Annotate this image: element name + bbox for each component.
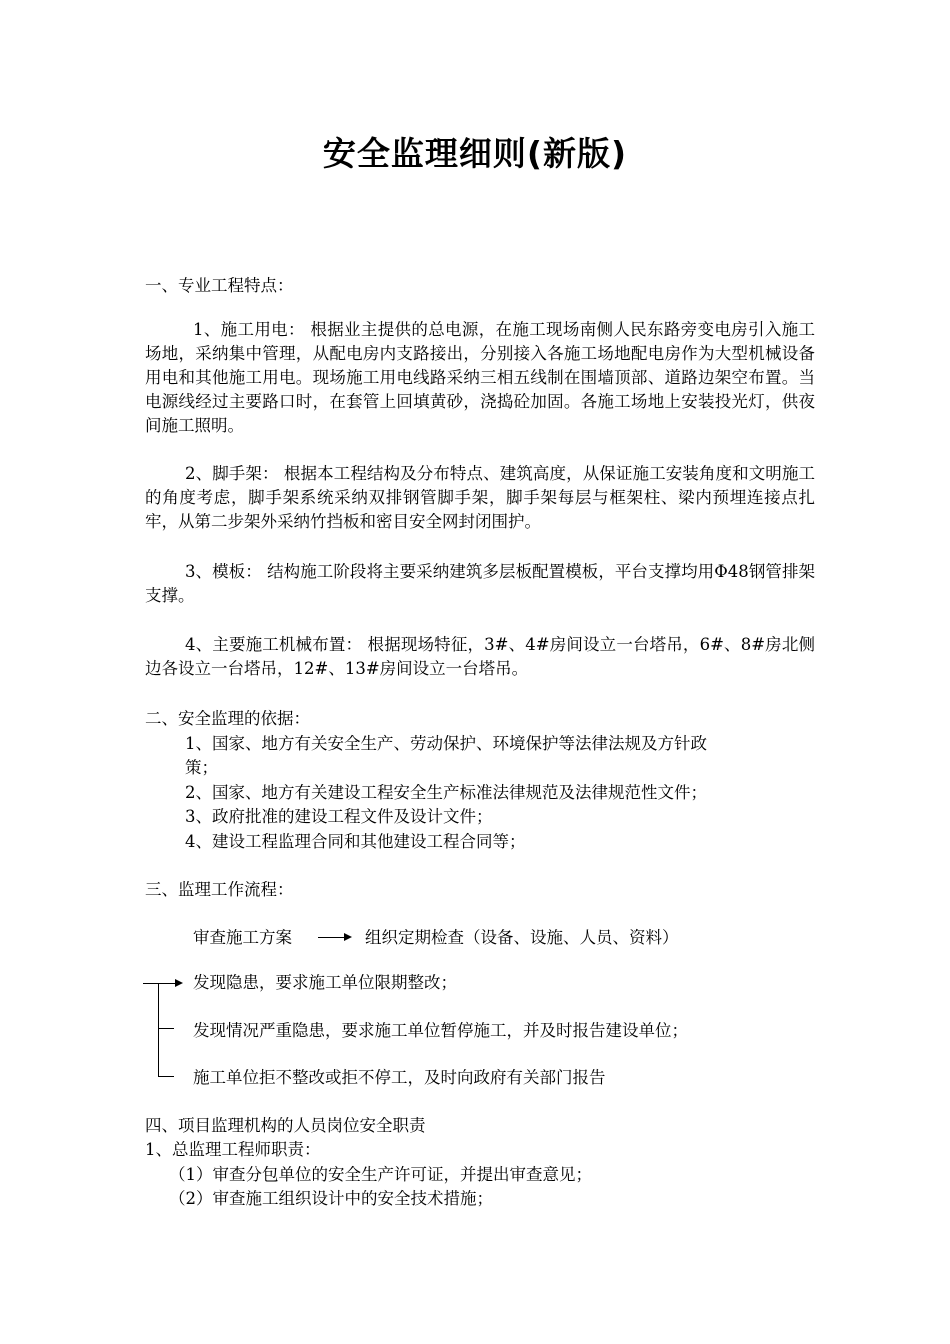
section-3-heading: 三、监理工作流程：	[145, 880, 294, 899]
section-1-heading: 一、专业工程特点：	[145, 276, 294, 295]
section-4-subheading-chief: 1、总监理工程师职责：	[145, 1140, 321, 1159]
section-1-paragraph-formwork: 3、模板： 结构施工阶段将主要采纳建筑多层板配置模板，平台支撑均用Φ48钢管排架支撑。	[145, 562, 815, 605]
section-2-item-2: 2、国家、地方有关建设工程安全生产标准法律规范及法律规范性文件；	[185, 783, 707, 802]
section-1-paragraph-scaffold: 2、脚手架： 根据本工程结构及分布特点、建筑高度，从保证施工安装角度和文明施工的角度考虑，脚手架系统采纳双排钢管脚手架，脚手架每层与框架柱、梁内预埋连接点扎牢，从第二步架外采纳竹挡板和密目安全网封闭围护。	[145, 464, 815, 531]
flow-branch-line-top	[143, 983, 177, 984]
section-4-heading: 四、项目监理机构的人员岗位安全职责	[145, 1116, 426, 1135]
section-2-item-3: 3、政府批准的建设工程文件及设计文件；	[185, 807, 493, 826]
flow-bracket-vertical	[158, 983, 159, 1077]
section-1-paragraph-machinery: 4、主要施工机械布置： 根据现场特征，3#、4#房间设立一台塔吊，6#、8#房北侧边各设立一台塔吊，12#、13#房间设立一台塔吊。	[145, 635, 815, 678]
section-2-heading: 二、安全监理的依据：	[145, 709, 310, 728]
flow-branch-suspend: 发现情况严重隐患，要求施工单位暂停施工，并及时报告建设单位；	[193, 1021, 688, 1040]
section-4-duty-2: （2）审查施工组织设计中的安全技术措施；	[169, 1189, 493, 1208]
flow-step-review-plan: 审查施工方案	[193, 928, 292, 947]
flow-branch-report-government: 施工单位拒不整改或拒不停工，及时向政府有关部门报告	[193, 1068, 606, 1087]
section-2-item-1: 1、国家、地方有关安全生产、劳动保护、环境保护等法律法规及方针政	[185, 734, 707, 753]
flow-branch-line-middle	[158, 1028, 174, 1029]
flow-branch-arrow-icon	[175, 979, 183, 987]
section-2-item-1-continued: 策；	[185, 758, 218, 777]
flow-branch-line-bottom	[158, 1076, 174, 1077]
section-1-paragraph-power: 1、施工用电： 根据业主提供的总电源，在施工现场南侧人民东路旁变电房引入施工场地，采纳集中管理，从配电房内支路接出，分别接入各施工场地配电房作为大型机械设备用电和其他施工用电。现场施工用电线路采纳三相五线制在围墙顶部、道路边架空布置。当电源线经过主要路口时，在套管上回填黄砂，浇捣砼加固。各施工场地上安装投光灯，供夜间施工照明。	[145, 320, 815, 435]
section-4-duty-1: （1）审查分包单位的安全生产许可证，并提出审查意见；	[169, 1165, 592, 1184]
flow-arrow-line	[318, 937, 346, 938]
section-2-item-4: 4、建设工程监理合同和其他建设工程合同等；	[185, 832, 526, 851]
flow-branch-rectify: 发现隐患，要求施工单位限期整改；	[193, 973, 457, 992]
document-title: 安全监理细则(新版)	[322, 134, 628, 173]
flow-step-periodic-inspection: 组织定期检查（设备、设施、人员、资料）	[365, 928, 679, 947]
flow-arrow-head-icon	[344, 933, 352, 941]
